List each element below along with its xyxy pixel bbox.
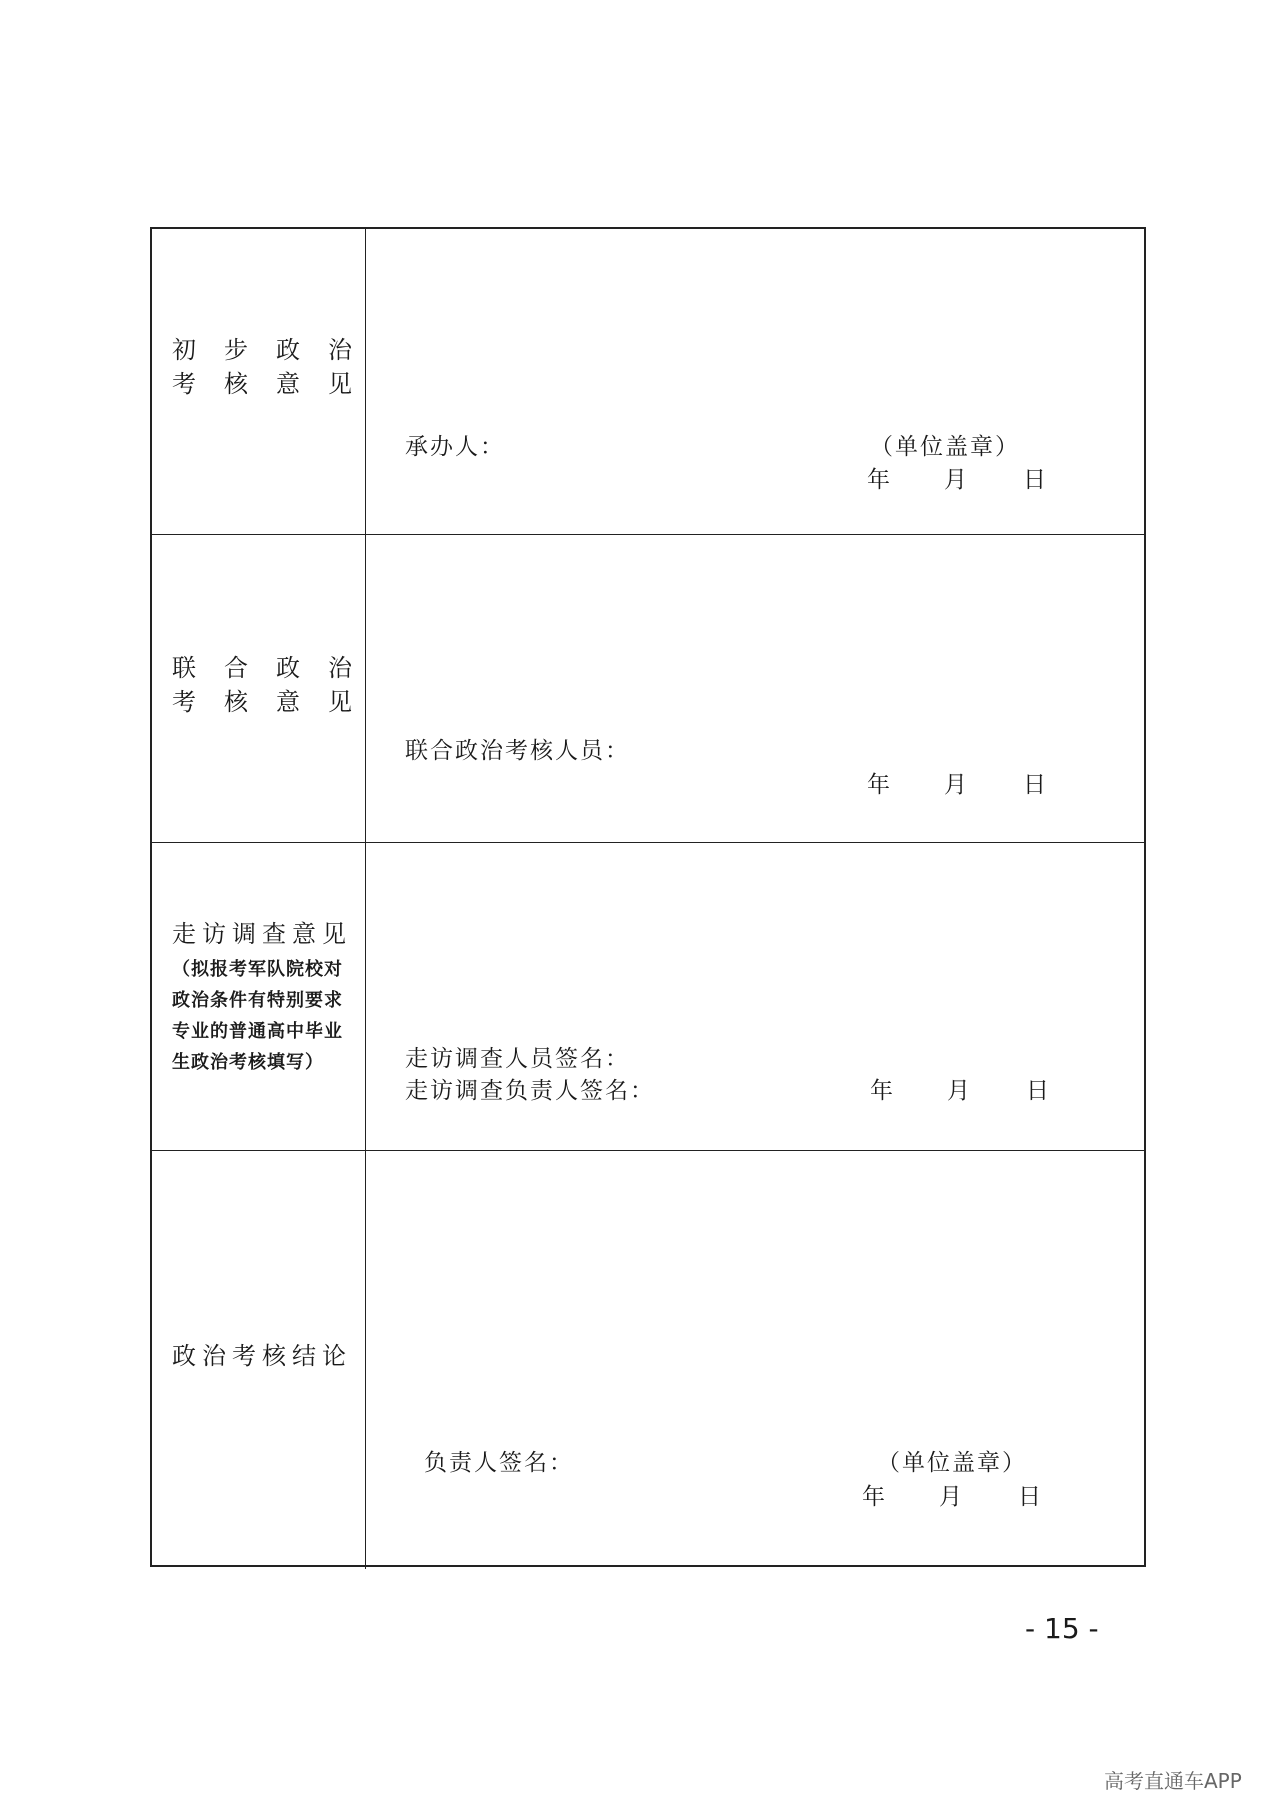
label-char: 治 (328, 336, 352, 364)
label-cell (152, 1151, 366, 1569)
label-title: 政治考核结论 (172, 1342, 352, 1370)
month-label: 月 (947, 1078, 970, 1104)
month-label: 月 (944, 772, 967, 798)
label-char: 意 (276, 688, 300, 716)
year-label: 年 (867, 467, 890, 493)
signer-label: 承办人： (405, 434, 505, 460)
label-note: （拟报考军队院校对政治条件有特别要求专业的普通高中毕业生政治考核填写） (172, 959, 343, 1073)
label-char: 合 (224, 654, 248, 682)
political-review-form (150, 227, 1146, 1567)
label-char: 初 (172, 336, 196, 364)
label-char: 考 (172, 370, 196, 398)
page-number: - 15 - (1025, 1612, 1099, 1645)
label-line (172, 651, 352, 685)
label-line (172, 367, 352, 401)
year-label: 年 (862, 1484, 885, 1510)
signer-label: 联合政治考核人员： (405, 738, 630, 764)
signer-label: 负责人签名： (424, 1450, 574, 1476)
label-char: 政 (276, 336, 300, 364)
label-title: 走访调查意见 (172, 920, 352, 948)
label-char: 意 (276, 370, 300, 398)
day-label: 日 (1023, 467, 1046, 493)
label-char: 联 (172, 654, 196, 682)
visit-lead-signer-label: 走访调查负责人签名： (405, 1078, 655, 1104)
day-label: 日 (1023, 772, 1046, 798)
row-review-conclusion (152, 1151, 1144, 1569)
seal-label: （单位盖章） (870, 434, 1020, 460)
year-label: 年 (870, 1078, 893, 1104)
watermark: 高考直通车APP (1104, 1769, 1242, 1793)
label-char: 核 (224, 370, 248, 398)
label-char: 见 (328, 370, 352, 398)
row-preliminary-review (152, 229, 1144, 535)
day-label: 日 (1026, 1078, 1049, 1104)
label-line (172, 685, 352, 719)
label-cell (152, 229, 366, 534)
visitor-signer-label: 走访调查人员签名： (405, 1046, 630, 1072)
label-line (172, 333, 352, 367)
year-label: 年 (867, 772, 890, 798)
day-label: 日 (1018, 1484, 1041, 1510)
label-char: 核 (224, 688, 248, 716)
label-cell (152, 843, 366, 1150)
label-char: 考 (172, 688, 196, 716)
label-char: 政 (276, 654, 300, 682)
label-char: 见 (328, 688, 352, 716)
label-char: 治 (328, 654, 352, 682)
label-cell (152, 535, 366, 842)
row-joint-review (152, 535, 1144, 843)
month-label: 月 (939, 1484, 962, 1510)
label-char: 步 (224, 336, 248, 364)
seal-label: （单位盖章） (877, 1450, 1027, 1476)
row-visit-investigation (152, 843, 1144, 1151)
month-label: 月 (944, 467, 967, 493)
